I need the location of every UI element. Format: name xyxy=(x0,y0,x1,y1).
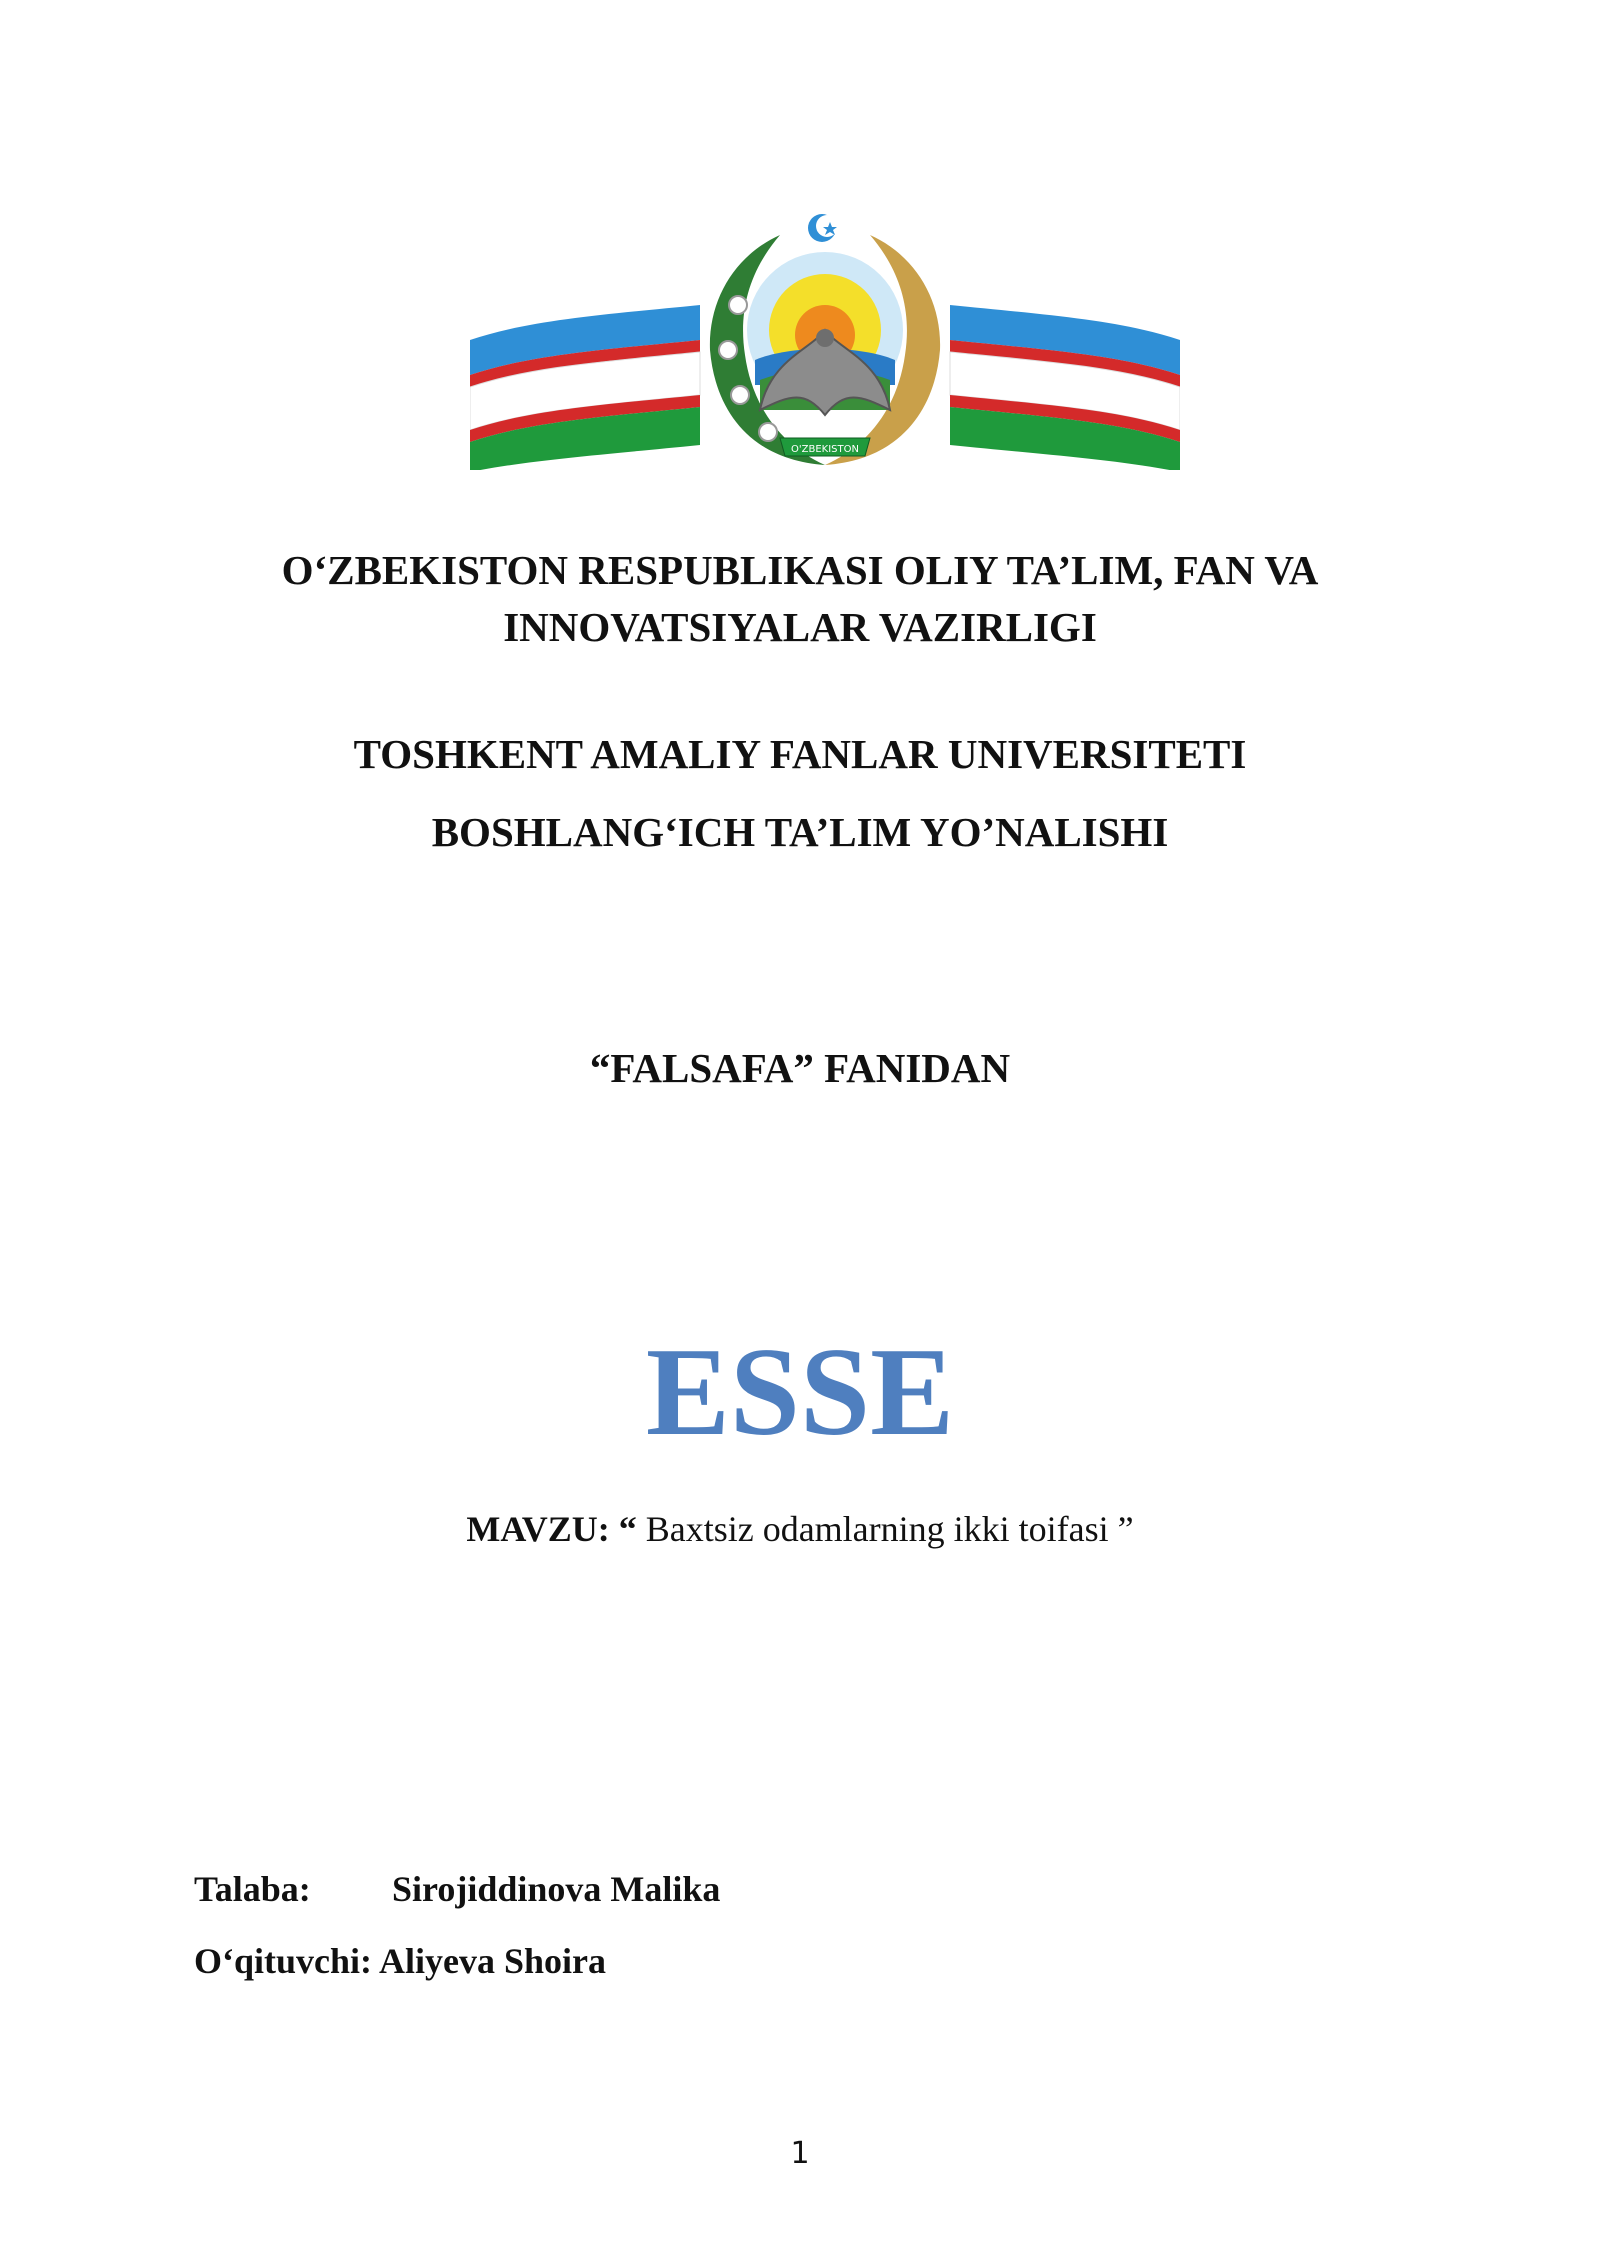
flag-ribbon-left xyxy=(470,305,700,470)
ministry-line-2: INNOVATSIYALAR VAZIRLIGI xyxy=(503,604,1097,650)
state-emblem-icon xyxy=(470,210,1180,470)
teacher-name: Aliyeva Shoira xyxy=(379,1941,607,1981)
university-name: TOSHKENT AMALIY FANLAR UNIVERSITETI xyxy=(353,731,1247,777)
student-line xyxy=(194,1864,720,1914)
topic-label: MAVZU: “ xyxy=(466,1509,637,1549)
page-number: 1 xyxy=(790,2136,810,2171)
study-direction: BOSHLANG‘ICH TA’LIM YO’NALISHI xyxy=(431,809,1169,855)
document-type-title: ESSE xyxy=(645,1323,955,1462)
emblem-label: O'ZBEKISTON xyxy=(791,444,859,455)
ministry-name xyxy=(0,542,1600,656)
emblem-banner xyxy=(780,438,870,456)
subject-title: “FALSAFA” FANIDAN xyxy=(589,1045,1011,1091)
student-name: Sirojiddinova Malika xyxy=(392,1869,721,1909)
teacher-label: O‘qituvchi: xyxy=(194,1941,373,1981)
topic-line xyxy=(0,1504,1600,1554)
student-label: Talaba: xyxy=(194,1869,311,1909)
flag-ribbon-right xyxy=(950,305,1180,470)
topic-text: Baxtsiz odamlarning ikki toifasi ” xyxy=(636,1509,1134,1549)
ministry-line-1: O‘ZBEKISTON RESPUBLIKASI OLIY TA’LIM, FAN VA xyxy=(281,547,1319,593)
teacher-line xyxy=(194,1936,606,1986)
